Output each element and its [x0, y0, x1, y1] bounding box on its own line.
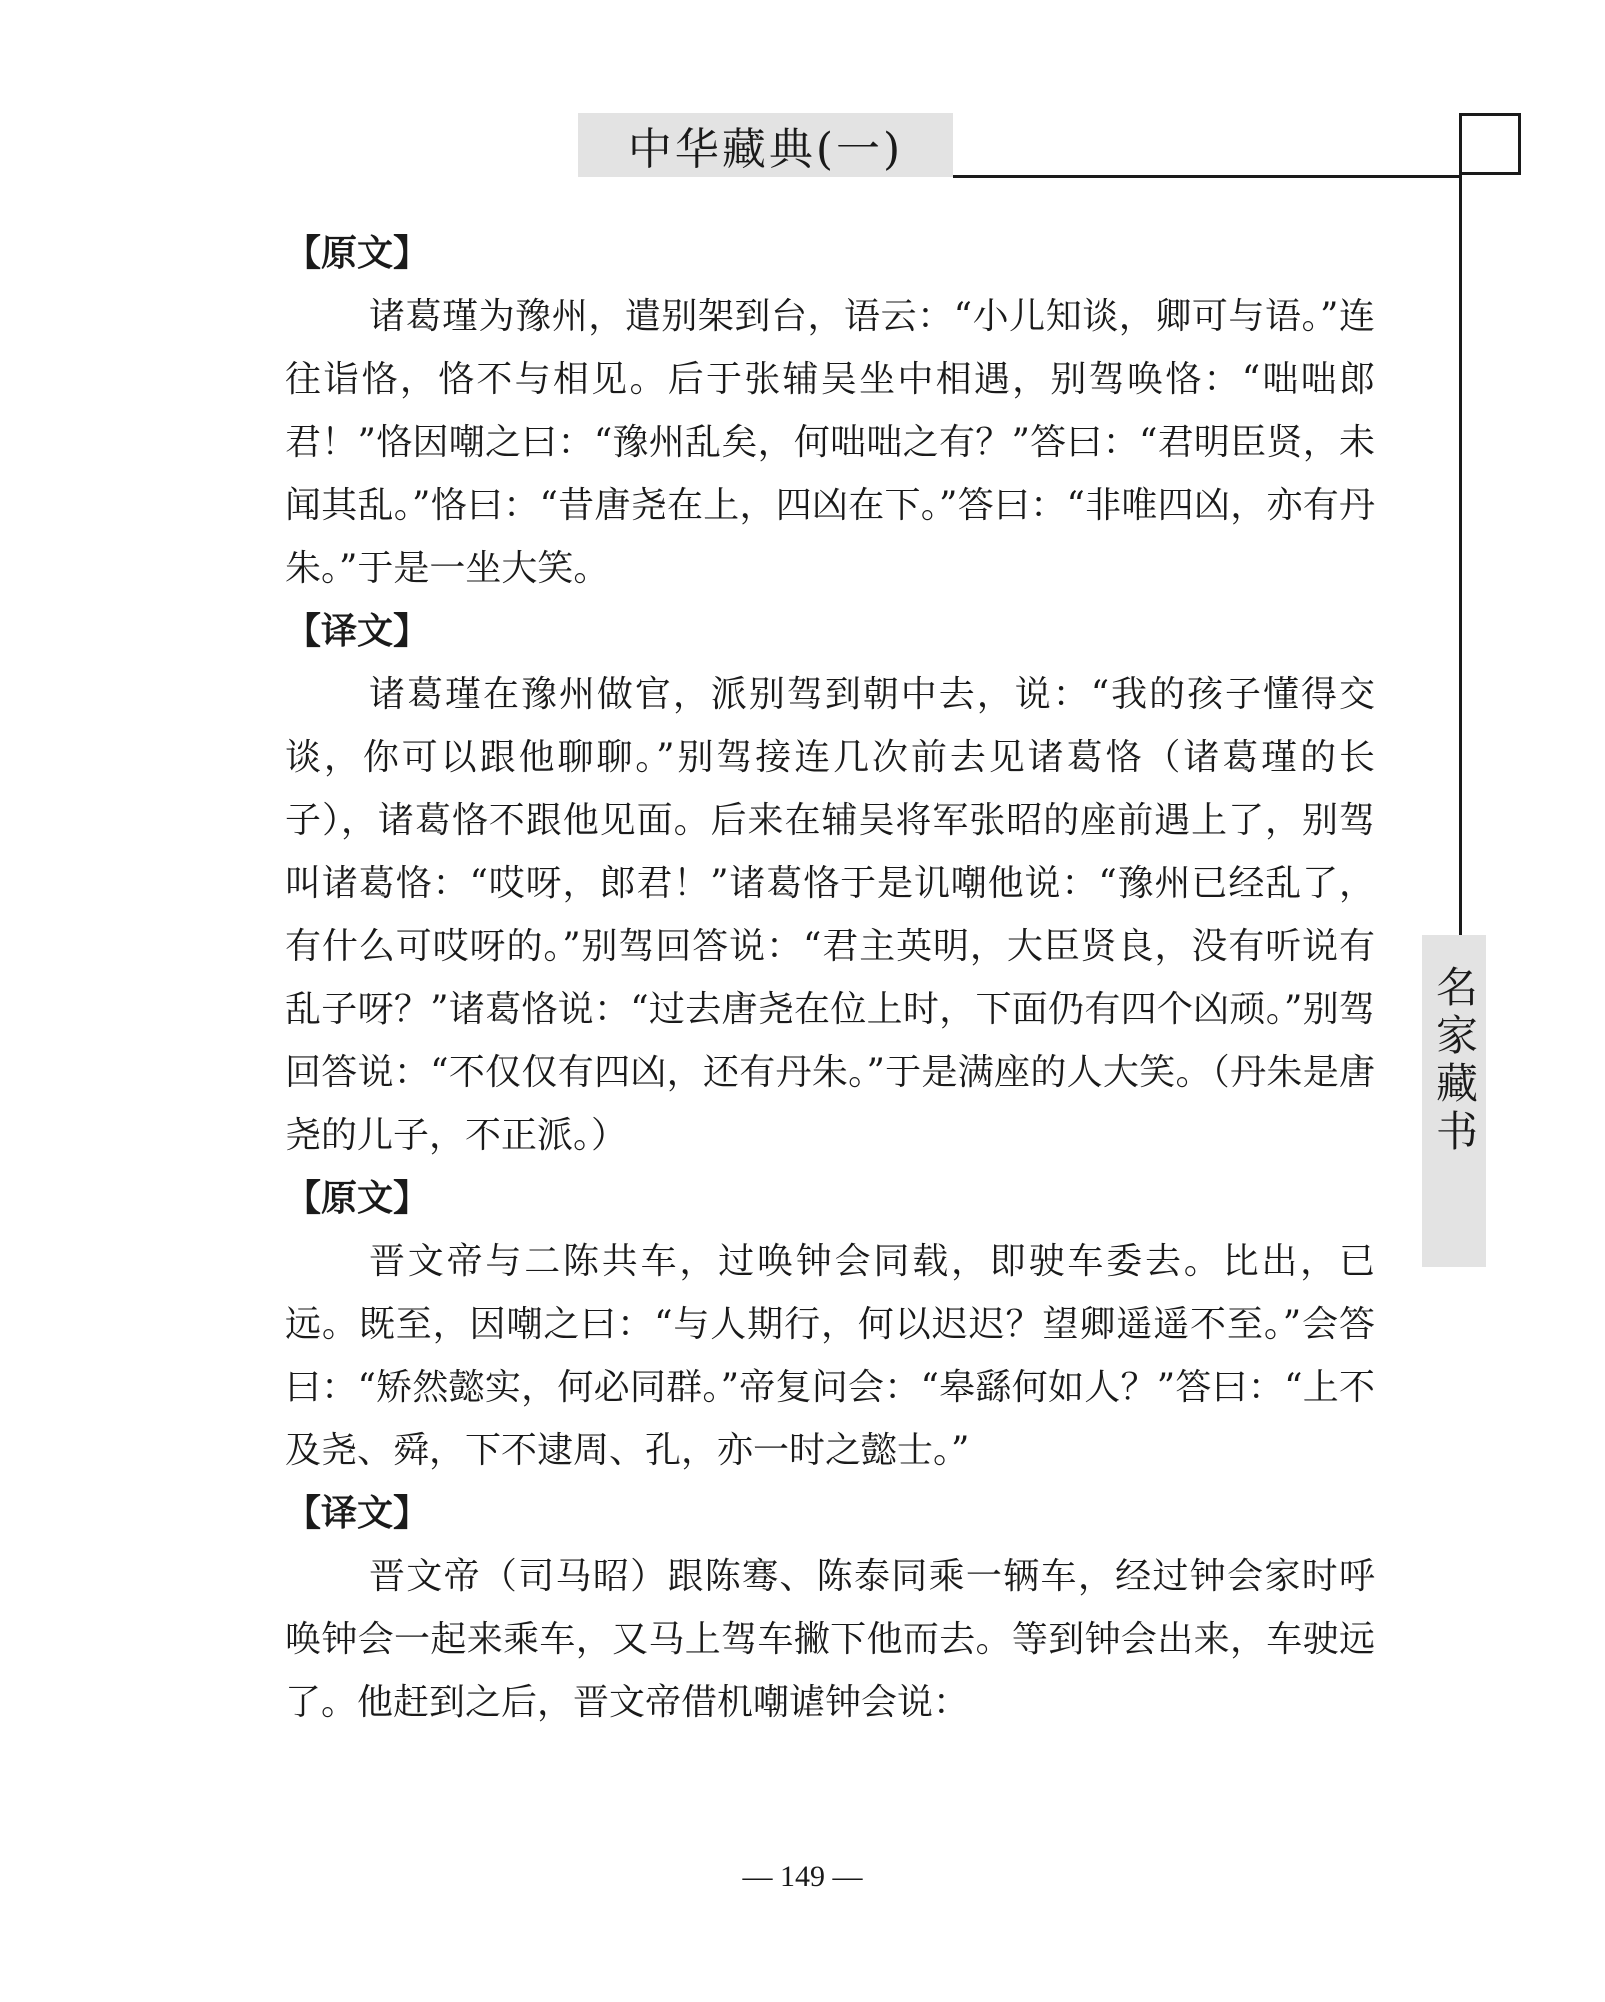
side-tab-label: 名家藏书 [1430, 965, 1479, 1157]
section-heading: 【原文】 [285, 233, 430, 274]
section-translation-1 [285, 600, 1375, 1167]
page-content [285, 222, 1375, 1734]
section-paragraph: 晋文帝（司马昭）跟陈骞、陈泰同乘一辆车，经过钟会家时呼唤钟会一起来乘车，又马上驾车撇下他而去。等到钟会出来，车驶远了。他赶到之后，晋文帝借机嘲谑钟会说： [285, 1556, 1375, 1723]
section-heading: 【译文】 [285, 611, 430, 652]
section-heading: 【原文】 [285, 1178, 430, 1219]
side-rule [1459, 113, 1462, 935]
section-heading: 【译文】 [285, 1493, 430, 1534]
section-translation-2 [285, 1482, 1375, 1734]
book-title: 中华藏典(一) [627, 124, 904, 175]
running-header [578, 113, 953, 177]
corner-box [1459, 113, 1521, 175]
section-original-1 [285, 222, 1375, 600]
section-original-2 [285, 1167, 1375, 1482]
header-rule [953, 175, 1459, 178]
side-tab [1422, 935, 1486, 1267]
section-paragraph: 诸葛瑾为豫州，遣别架到台，语云：“小儿知谈，卿可与语。”连往诣恪，恪不与相见。后于张辅吴坐中相遇，别驾唤恪：“咄咄郎君！”恪因嘲之曰：“豫州乱矣，何咄咄之有？”答曰：“君明臣贤，未闻其乱。”恪曰：“昔唐尧在上，四凶在下。”答曰：“非唯四凶，亦有丹朱。”于是一坐大笑。 [285, 296, 1375, 589]
page-number: — 149 — [742, 1860, 863, 1893]
section-paragraph: 晋文帝与二陈共车，过唤钟会同载，即驶车委去。比出，已远。既至，因嘲之曰：“与人期行，何以迟迟？望卿遥遥不至。”会答曰：“矫然懿实，何必同群。”帝复问会：“皋繇何如人？”答曰：“上不及尧、舜，下不逮周、孔，亦一时之懿士。” [285, 1241, 1375, 1471]
section-paragraph: 诸葛瑾在豫州做官，派别驾到朝中去，说：“我的孩子懂得交谈，你可以跟他聊聊。”别驾接连几次前去见诸葛恪（诸葛瑾的长子），诸葛恪不跟他见面。后来在辅吴将军张昭的座前遇上了，别驾叫诸葛恪：“哎呀，郎君！”诸葛恪于是讥嘲他说：“豫州已经乱了，有什么可哎呀的。”别驾回答说：“君主英明，大臣贤良，没有听说有乱子呀？”诸葛恪说：“过去唐尧在位上时，下面仍有四个凶顽。”别驾回答说：“不仅仅有四凶，还有丹朱。”于是满座的人大笑。（丹朱是唐尧的儿子，不正派。） [285, 674, 1375, 1156]
